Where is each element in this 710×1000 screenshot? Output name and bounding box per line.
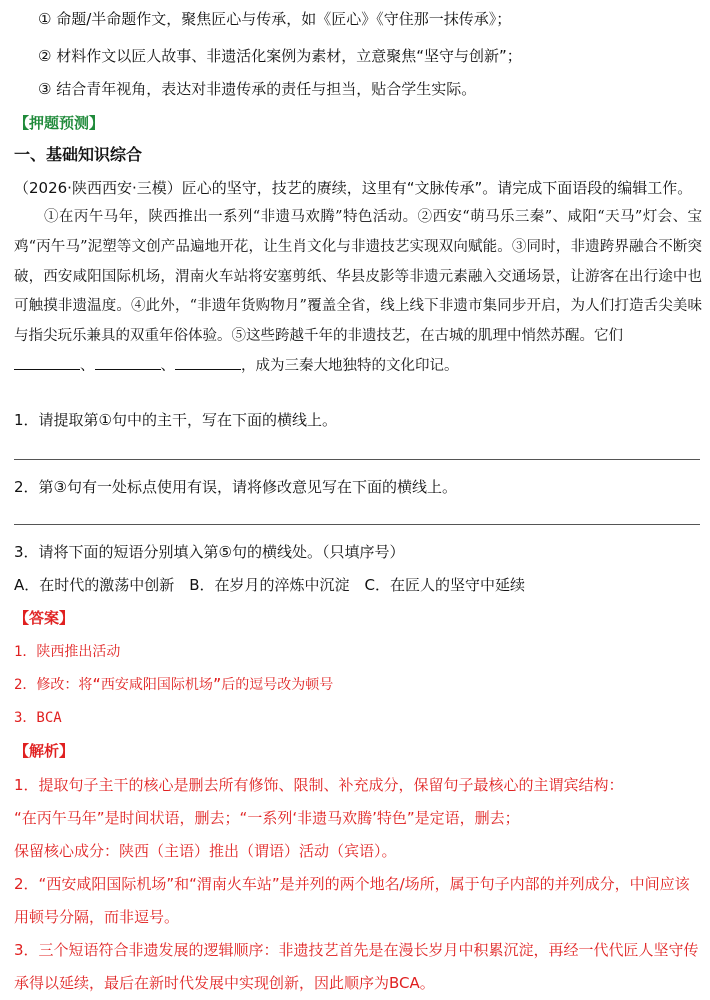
passage — [14, 203, 702, 382]
question-3: 3．请将下面的短语分别填入第⑤句的横线处。（只填序号） — [14, 543, 405, 561]
answer-1: 1．陕西推出活动 — [14, 644, 121, 660]
analysis-3-text: 3．三个短语符合非遗发展的逻辑顺序：非遗技艺首先是在漫长岁月中积累沉淀，再经一代代匠人坚守传承得以延续，最后在新时代发展中实现创新，因此顺序为BCA。 — [14, 941, 699, 992]
answer-line-2[interactable] — [14, 524, 700, 525]
blank-separator-2: 、 — [160, 357, 175, 374]
passage-text: ①在丙午马年，陕西推出一系列“非遗马欢腾”特色活动。②西安“萌马乐三秦”、咸阳“天马”灯会、宝鸡“丙午马”泥塑等文创产品遍地开花，让生肖文化与非遗技艺实现双向赋能。③同时，非遗跨界融合不断突破，西安咸阳国际机场，渭南火车站将安塞剪纸、华县皮影等非遗元素融入交通场景，让游客在出行途中也可触摸非遗温度。④此外，“非遗年货购物月”覆盖全省，线上线下非遗市集同步开启，为人们打造舌尖美味与指尖玩乐兼具的双重年俗体验。⑤这些跨越千年的非遗技艺，在古城的肌理中悄然苏醒。它们 — [14, 209, 702, 345]
answer-2: 2．修改：将“西安咸阳国际机场”后的逗号改为顿号 — [14, 677, 334, 693]
answer-3: 3．BCA — [14, 710, 62, 726]
intro-point-3: ③ 结合青年视角，表达对非遗传承的责任与担当，贴合学生实际。 — [38, 80, 477, 98]
analysis-1-line-2: “在丙午马年”是时间状语，删去；“一系列‘非遗马欢腾’特色”是定语，删去； — [14, 809, 520, 827]
blank-1[interactable] — [14, 355, 80, 370]
blank-3[interactable] — [175, 355, 241, 370]
question-1: 1．请提取第①句中的主干，写在下面的横线上。 — [14, 411, 337, 429]
source-line: （2026·陕西西安·三模）匠心的坚守，技艺的赓续，这里有“文脉传承”。请完成下面语段的编辑工作。 — [14, 179, 693, 197]
question-3-options: A．在时代的激荡中创新 B．在岁月的淬炼中沉淀 C．在匠人的坚守中延续 — [14, 576, 526, 594]
passage-tail: ，成为三秦大地独特的文化印记。 — [241, 357, 459, 374]
analysis-1-line-3: 保留核心成分：陕西（主语）推出（谓语）活动（宾语）。 — [14, 842, 397, 860]
predict-tag: 【押题预测】 — [14, 114, 105, 132]
blank-separator-1: 、 — [80, 357, 95, 374]
analysis-2 — [14, 868, 702, 934]
question-2: 2．第③句有一处标点使用有误，请将修改意见写在下面的横线上。 — [14, 478, 457, 496]
answer-line-1[interactable] — [14, 459, 700, 460]
analysis-tag: 【解析】 — [14, 742, 75, 760]
analysis-3 — [14, 934, 702, 1000]
answer-tag: 【答案】 — [14, 609, 75, 627]
section-title: 一、基础知识综合 — [14, 145, 143, 164]
intro-point-2: ② 材料作文以匠人故事、非遗活化案例为素材，立意聚焦“坚守与创新”； — [38, 47, 522, 65]
analysis-2-text: 2．“西安咸阳国际机场”和“渭南火车站”是并列的两个地名/场所，属于句子内部的并列成分，中间应该用顿号分隔，而非逗号。 — [14, 875, 690, 926]
blank-2[interactable] — [95, 355, 161, 370]
intro-point-1: ① 命题/半命题作文，聚焦匠心与传承，如《匠心》《守住那一抹传承》； — [38, 10, 512, 28]
passage-last-line — [14, 352, 702, 382]
analysis-1-line-1: 1．提取句子主干的核心是删去所有修饰、限制、补充成分，保留句子最核心的主谓宾结构： — [14, 776, 624, 794]
